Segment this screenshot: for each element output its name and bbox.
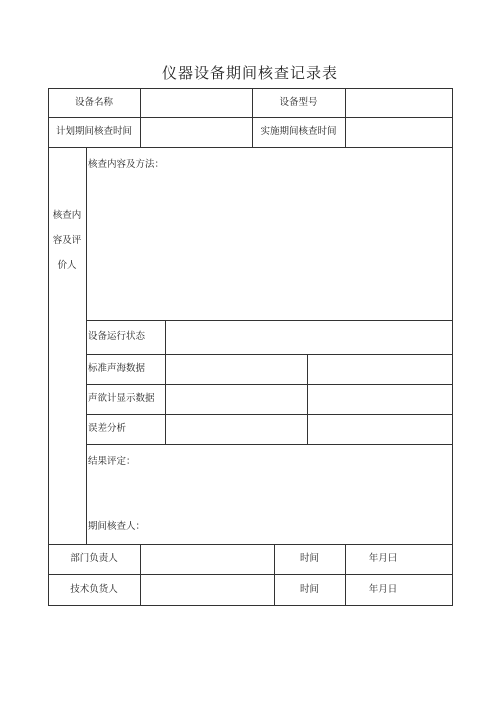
planned-check-time-label: 计划期间核查时间 (55, 126, 132, 137)
column-divider (140, 88, 141, 147)
row-divider (48, 147, 453, 148)
side-label-line: 容及评 (52, 235, 82, 246)
error-analysis-label: 误差分析 (88, 423, 127, 434)
row-divider (48, 574, 453, 575)
side-label-line: 核查内 (52, 210, 82, 221)
row-divider (86, 384, 453, 385)
page-title: 仪器设备期间核查记录表 (161, 64, 338, 82)
row-divider (48, 544, 453, 545)
period-checker-label: 期间核查人： (88, 521, 146, 532)
standard-sound-data-label: 标准声海数据 (88, 363, 146, 374)
column-divider (165, 320, 166, 444)
check-content-side-label (49, 203, 85, 278)
time-label: 时间 (299, 553, 319, 564)
actual-check-time-label: 实施期间核查时间 (260, 126, 337, 137)
row-divider (86, 354, 453, 355)
result-evaluation-label: 结果评定： (88, 456, 136, 467)
time-label: 时间 (299, 584, 319, 595)
date-label: 年月日 (368, 584, 398, 595)
column-divider (140, 544, 141, 606)
operating-status-label: 设备运行状态 (88, 331, 146, 342)
column-divider (307, 354, 308, 444)
technical-head-label: 技术负货人 (70, 584, 118, 595)
row-divider (86, 320, 453, 321)
column-divider (86, 147, 87, 544)
column-divider (345, 88, 346, 147)
side-label-line: 价人 (57, 260, 77, 271)
date-label: 年月曰 (368, 553, 398, 564)
meter-display-data-label: 声欲计显示数据 (88, 393, 155, 404)
row-divider (48, 117, 453, 118)
check-content-label: 核查内容及方法： (88, 159, 165, 170)
department-head-label: 部门负责人 (70, 553, 118, 564)
equipment-name-label: 设备名称 (74, 97, 113, 108)
row-divider (86, 444, 453, 445)
row-divider (86, 414, 453, 415)
equipment-model-label: 设备型号 (279, 97, 318, 108)
